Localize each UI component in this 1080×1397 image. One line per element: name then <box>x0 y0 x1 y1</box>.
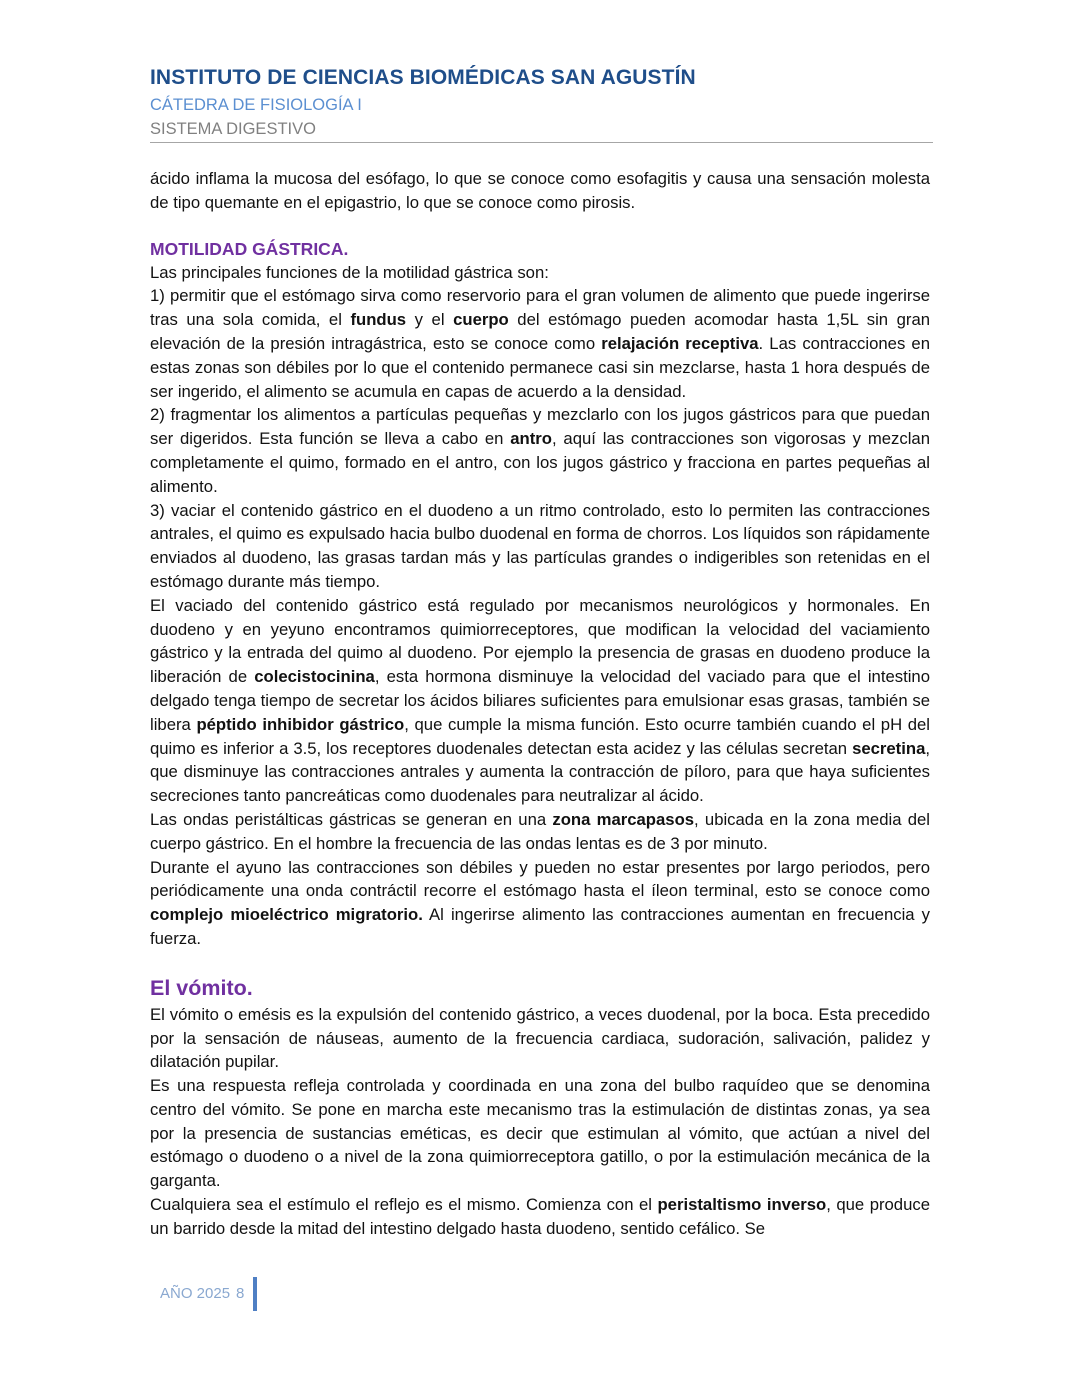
section1-paragraph-1: 1) permitir que el estómago sirva como reservorio para el gran volumen de alimento que puede ingerirse tras una sola comida, el fundus y el cuerpo del estómago pueden acomodar hasta 1,5L sin gran elevación de la presión intragástrica, esto se conoce como relajación receptiva. Las contracciones en estas zonas son débiles por lo que el contenido permanece casi sin mezclarse, hasta 1 hora después de ser ingerido, el alimento se acumula en capas de acuerdo a la densidad. <box>150 286 931 401</box>
section2-paragraph-2: Es una respuesta refleja controlada y coordinada en una zona del bulbo raquídeo que se denomina centro del vómito. Se pone en marcha este mecanismo tras la estimulación de distintas zonas, ya sea por la presencia de sustancias eméticas, es decir que estimulan al vómito, que actúan a nivel del estómago o duodeno o a nivel de la zona quimiorreceptora gatillo, o por la estimulación mecánica de la garganta. <box>150 1076 930 1191</box>
section1-paragraph-3: 3) vaciar el contenido gástrico en el duodeno a un ritmo controlado, esto lo permiten las contracciones antrales, el quimo es expulsado hacia bulbo duodenal en forma de chorros. Los líquidos son rápidamente enviados al duodeno, las grasas tardan más y las partículas grandes o indigeribles son retenidas en el estómago durante más tiempo. <box>150 500 930 591</box>
section1-paragraph-5: Las ondas peristálticas gástricas se generan en una zona marcapasos, ubicada en la zona media del cuerpo gástrico. En el hombre la frecuencia de las ondas lentas es de 3 por minuto. <box>150 809 930 853</box>
page-header <box>150 64 933 143</box>
term-complejo-mioelectrico: complejo mioeléctrico migratorio. <box>150 905 423 925</box>
term-colecistocinina: colecistocinina <box>254 667 375 687</box>
term-peptido-inhibidor-gastrico: péptido inhibidor gástrico <box>196 714 405 734</box>
header-divider <box>150 142 933 143</box>
term-cuerpo: cuerpo <box>453 310 509 330</box>
footer-bar <box>253 1277 257 1311</box>
term-zona-marcapasos: zona marcapasos <box>552 809 695 829</box>
chair-name: CÁTEDRA DE FISIOLOGÍA I <box>150 96 362 114</box>
system-name: SISTEMA DIGESTIVO <box>150 120 316 138</box>
term-antro: antro <box>510 429 552 449</box>
section2-paragraph-3: Cualquiera sea el estímulo el reflejo es el mismo. Comienza con el peristaltismo inverso, que produce un barrido desde la mitad del intestino delgado hasta duodeno, sentido cefálico. Se <box>150 1195 930 1238</box>
section2-paragraph-1: El vómito o emésis es la expulsión del contenido gástrico, a veces duodenal, por la boca. Esta precedido por la sensación de náuseas, aumento de la frecuencia cardiaca, sudoración, salivación, palidez y dilatación pupilar. <box>150 1004 930 1072</box>
page-footer <box>160 1277 257 1311</box>
term-secretina: secretina <box>852 738 926 758</box>
term-relajacion-receptiva: relajación receptiva <box>601 333 759 353</box>
section1-paragraph-4: El vaciado del contenido gástrico está regulado por mecanismos neurológicos y hormonales. En duodeno y en yeyuno encontramos quimiorreceptores, que modifican la velocidad del vaciamiento gástrico y la entrada del quimo al duodeno. Por ejemplo la presencia de grasas en duodeno produce la liberación de colecistocinina, esta hormona disminuye la velocidad del vaciado para que el intestino delgado tenga tiempo de secretar los ácidos biliares suficientes para emulsionar esas grasas, también se libera péptido inhibidor gástrico, que cumple la misma función. Esto ocurre también cuando el pH del quimo es inferior a 3.5, los receptores duodenales detectan esta acidez y las células secretan secretina, que disminuye las contracciones antrales y aumenta la contracción de píloro, para que haya suficientes secreciones tanto pancreáticas como duodenales para neutralizar al ácido. <box>150 595 931 806</box>
section-title-motilidad: MOTILIDAD GÁSTRICA. <box>150 238 349 259</box>
section-title-vomito: El vómito. <box>150 975 253 1000</box>
term-peristaltismo-inverso: peristaltismo inverso <box>657 1195 827 1215</box>
term-fundus: fundus <box>350 310 407 330</box>
section1-paragraph-2: 2) fragmentar los alimentos a partículas pequeñas y mezclarlo con los jugos gástricos para que puedan ser digeridos. Esta función se lleva a cabo en antro, aquí las contracciones son vigorosas y mezclan completamente el quimo, formado en el antro, con los jugos gástrico y fracciona en partes pequeñas al alimento. <box>150 405 930 496</box>
page-number: 8 <box>236 1285 245 1302</box>
section1-lead: Las principales funciones de la motilidad gástrica son: <box>150 262 549 282</box>
document-body <box>150 167 930 1241</box>
section1-paragraph-6: Durante el ayuno las contracciones son débiles y pueden no estar presentes por largo periodos, pero periódicamente una onda contráctil recorre el estómago hasta el íleon terminal, esto se conoce como complejo mioeléctrico migratorio. Al ingerirse alimento las contracciones aumentan en frecuencia y fuerza. <box>150 857 930 948</box>
footer-year: AÑO 2025 <box>160 1285 231 1302</box>
institute-name: INSTITUTO DE CIENCIAS BIOMÉDICAS SAN AGUSTÍN <box>150 66 696 89</box>
intro-paragraph: ácido inflama la mucosa del esófago, lo que se conoce como esofagitis y causa una sensación molesta de tipo quemante en el epigastrio, lo que se conoce como pirosis. <box>150 169 930 212</box>
